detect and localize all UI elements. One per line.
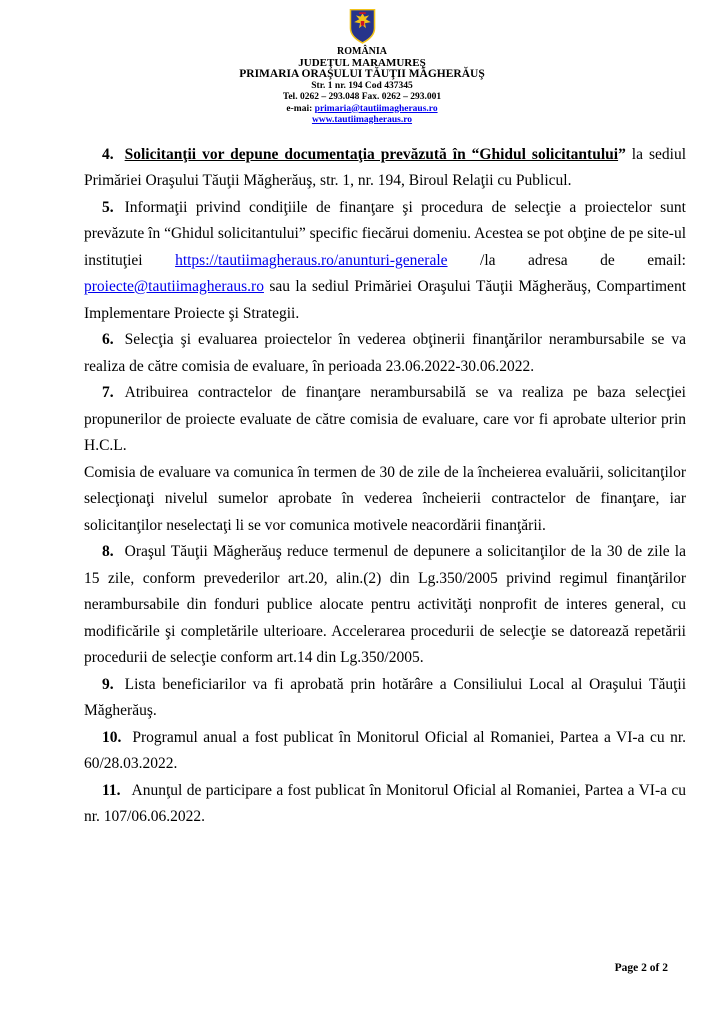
country-name: ROMÂNIA bbox=[337, 46, 387, 57]
hyperlink[interactable]: https://tautiimagheraus.ro/anunturi-generale bbox=[175, 251, 448, 269]
paragraph-number: 10. bbox=[102, 728, 122, 746]
numbered-paragraph-4 bbox=[84, 142, 686, 195]
continuation-paragraph bbox=[84, 460, 686, 540]
institution-phone-fax: Tel. 0262 – 293.048 Fax. 0262 – 293.001 bbox=[282, 92, 442, 102]
website-link[interactable]: www.tautiimagheraus.ro bbox=[311, 115, 413, 125]
hyperlink[interactable]: proiecte@tautiimagheraus.ro bbox=[84, 278, 264, 295]
paragraph-number: 11. bbox=[102, 781, 121, 799]
paragraph-number: 7. bbox=[102, 384, 114, 401]
institution-name: PRIMARIA ORAŞULUI TĂUŢII MĂGHERĂUŞ bbox=[239, 68, 485, 80]
romania-coat-of-arms-icon bbox=[349, 9, 376, 44]
text-run: Selecţia şi evaluarea proiectelor în vederea obţinerii finanţărilor nerambursabile se va realiza de către comisia de evaluare, în perioada 23.06.2022-30.06.2022. bbox=[84, 331, 686, 375]
letterhead bbox=[0, 0, 724, 127]
numbered-paragraph-10 bbox=[84, 725, 686, 778]
paragraph-number: 6. bbox=[102, 331, 114, 348]
document-body bbox=[84, 142, 686, 831]
institution-website-line bbox=[0, 115, 724, 127]
text-run: ” bbox=[618, 145, 626, 163]
paragraph-number: 8. bbox=[102, 543, 114, 560]
text-run: sau la sediul Primăriei Oraşului Tăuţii Măgherăuş, Compartiment Implementare Proiecte şi Strategii. bbox=[84, 278, 686, 322]
text-run: Lista beneficiarilor va fi aprobată prin hotărâre a Consiliului Local al Oraşului Tăuţii Măgherăuş. bbox=[84, 675, 686, 719]
text-run: Oraşul Tăuţii Măgherăuş reduce termenul de depunere a solicitanţilor de la 30 de zile la 15 zile, conform prevederilor art.20, alin.(2) din Lg.350/2005 privind regimul finanţărilor nerambursabile din fonduri publice alocate pentru activităţi nonprofit de interes general, cu modificările şi completările ulterioare. Accelerarea procedurii de selecţie se datorează repetării procedurii de selecţie conform art.14 din Lg.350/2005. bbox=[84, 543, 686, 666]
text-run: /la adresa de email: bbox=[447, 251, 686, 269]
paragraph-number: 5. bbox=[102, 198, 114, 216]
text-run: Solicitanţii vor depune documentaţia prevăzută în “Ghidul solicitantului bbox=[124, 145, 619, 163]
numbered-paragraph-5 bbox=[84, 195, 686, 328]
text-run: la sediul Primăriei Oraşului Tăuţii Măgherăuş, str. 1, nr. 194, Biroul Relaţii cu Publicul. bbox=[84, 145, 687, 189]
email-label: e-mai: bbox=[286, 103, 315, 114]
institution-address: Str. 1 nr. 194 Cod 437345 bbox=[311, 80, 413, 91]
paragraph-number: 9. bbox=[102, 675, 114, 693]
county-name: JUDEŢUL MARAMUREŞ bbox=[298, 56, 426, 69]
text-run: Programul anual a fost publicat în Monitorul Oficial al Romaniei, Partea a VI-a cu nr. 60/28.03.2022. bbox=[84, 728, 686, 772]
text-run: Comisia de evaluare va comunica în termen de 30 de zile de la încheierea evaluării, solicitanţilor selecţionaţi nivelul sumelor aprobate în vederea încheierii contractelor de finanţare, iar solicitanţilor neselectaţi li se vor comunica motivele neacordării finanţării. bbox=[84, 463, 686, 534]
numbered-paragraph-7 bbox=[84, 380, 686, 460]
paragraph-number: 4. bbox=[102, 145, 114, 163]
numbered-paragraph-9 bbox=[84, 672, 686, 725]
text-run: Anunţul de participare a fost publicat în Monitorul Oficial al Romaniei, Partea a VI-a cu nr. 107/06.06.2022. bbox=[84, 781, 686, 825]
page-footer bbox=[615, 962, 668, 974]
page-number: Page 2 of 2 bbox=[614, 962, 668, 974]
numbered-paragraph-11 bbox=[84, 778, 686, 831]
institution-email-line bbox=[0, 104, 724, 116]
numbered-paragraph-8 bbox=[84, 539, 686, 672]
text-run: Atribuirea contractelor de finanţare nerambursabilă se va realiza pe baza selecţiei propunerilor de proiecte evaluate de către comisia de evaluare, care vor fi aprobate ulterior prin H.C.L. bbox=[84, 384, 686, 454]
text-run: Informaţii privind condiţiile de finanţare şi procedura de selecţie a proiectelor sunt prevăzute în “Ghidul solicitantului” specific fiecărui domeniu. Acestea se pot obţine de pe site-ul instituţiei bbox=[84, 198, 686, 269]
email-link[interactable]: primaria@tautiimagheraus.ro bbox=[314, 103, 438, 114]
numbered-paragraph-6 bbox=[84, 327, 686, 380]
